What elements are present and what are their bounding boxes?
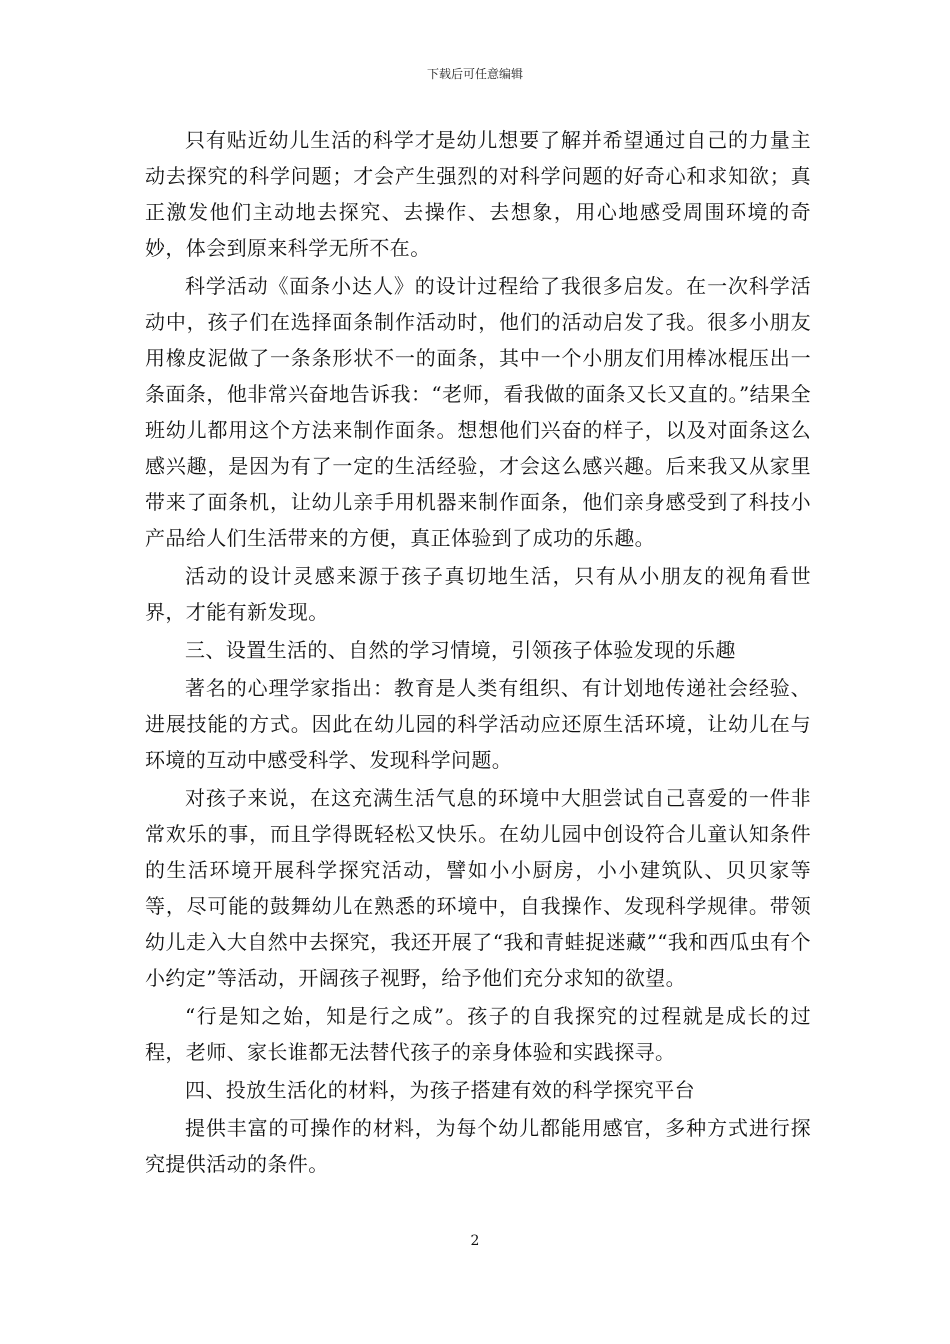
paragraph: 只有贴近幼儿生活的科学才是幼儿想要了解并希望通过自己的力量主动去探究的科学问题；才会产生强烈的对科学问题的好奇心和求知欲；真正激发他们主动地去探究、去操作、去想象，用心地感受周围环境的奇妙，体会到原来科学无所不在。 bbox=[145, 128, 811, 260]
section-heading: 四、投放生活化的材料，为孩子搭建有效的科学探究平台 bbox=[185, 1078, 695, 1102]
paragraph: 活动的设计灵感来源于孩子真切地生活，只有从小朋友的视角看世界，才能有新发现。 bbox=[145, 564, 811, 624]
paragraph: 提供丰富的可操作的材料，为每个幼儿都能用感官，多种方式进行探究提供活动的条件。 bbox=[145, 1116, 811, 1176]
paragraph: “行是知之始，知是行之成”。孩子的自我探究的过程就是成长的过程，老师、家长谁都无法替代孩子的亲身体验和实践探寻。 bbox=[145, 1004, 811, 1064]
section-heading: 三、设置生活的、自然的学习情境，引领孩子体验发现的乐趣 bbox=[185, 638, 736, 662]
paragraph: 对孩子来说，在这充满生活气息的环境中大胆尝试自己喜爱的一件非常欢乐的事，而且学得既轻松又快乐。在幼儿园中创设符合儿童认知条件的生活环境开展科学探究活动，譬如小小厨房，小小建筑队、贝贝家等等，尽可能的鼓舞幼儿在熟悉的环境中，自我操作、发现科学规律。带领幼儿走入大自然中去探究，我还开展了“我和青蛙捉迷藏”“我和西瓜虫有个小约定”等活动，开阔孩子视野，给予他们充分求知的欲望。 bbox=[145, 786, 811, 990]
paragraph: 科学活动《面条小达人》的设计过程给了我很多启发。在一次科学活动中，孩子们在选择面条制作活动时，他们的活动启发了我。很多小朋友用橡皮泥做了一条条形状不一的面条，其中一个小朋友们用棒冰棍压出一条面条，他非常兴奋地告诉我：“老师，看我做的面条又长又直的。”结果全班幼儿都用这个方法来制作面条。想想他们兴奋的样子，以及对面条这么感兴趣，是因为有了一定的生活经验，才会这么感兴趣。后来我又从家里带来了面条机，让幼儿亲手用机器来制作面条，他们亲身感受到了科技小产品给人们生活带来的方便，真正体验到了成功的乐趣。 bbox=[145, 274, 811, 550]
page-header: 下载后可任意编辑 bbox=[426, 67, 523, 81]
document-body bbox=[145, 122, 811, 1182]
page-number: 2 bbox=[470, 1233, 480, 1249]
paragraph: 著名的心理学家指出：教育是人类有组织、有计划地传递社会经验、进展技能的方式。因此在幼儿园的科学活动应还原生活环境，让幼儿在与环境的互动中感受科学、发现科学问题。 bbox=[145, 676, 811, 772]
